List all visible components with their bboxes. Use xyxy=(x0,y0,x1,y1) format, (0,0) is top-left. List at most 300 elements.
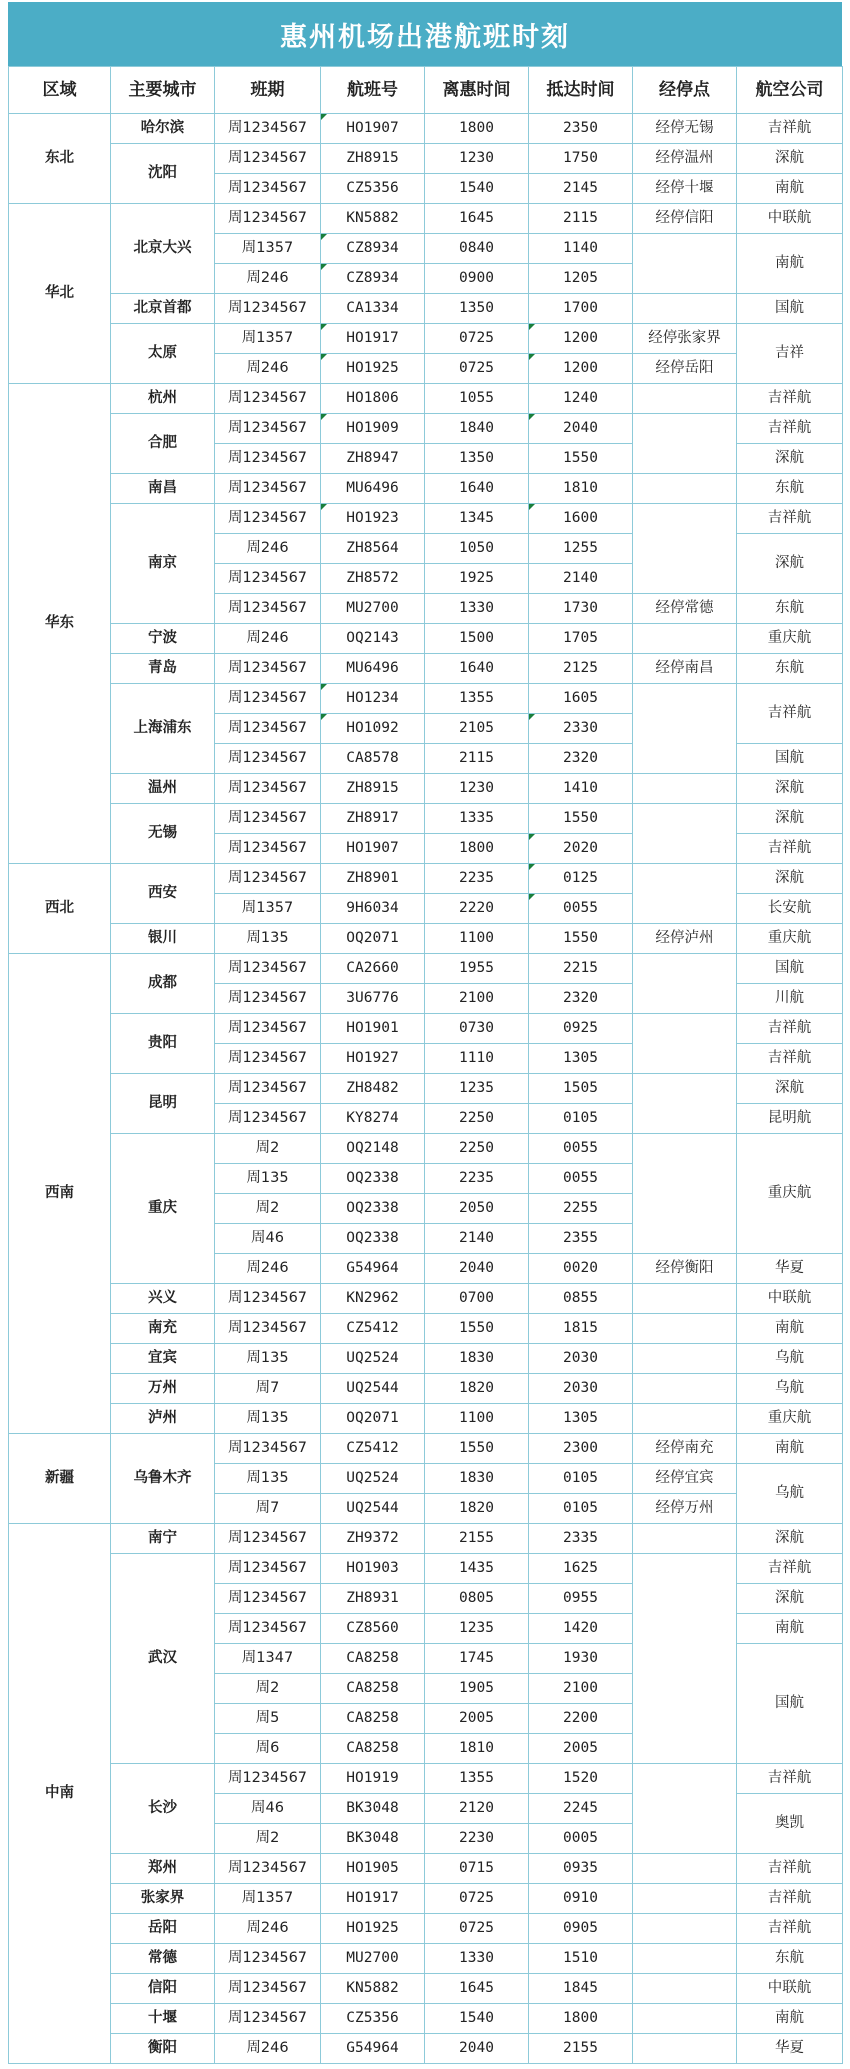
flight-number-cell: CZ8934 xyxy=(321,234,425,264)
city-cell: 西安 xyxy=(111,864,215,924)
flight-number-cell: CA2660 xyxy=(321,954,425,984)
arrival-time-cell: 1510 xyxy=(529,1944,633,1974)
city-cell: 北京首都 xyxy=(111,294,215,324)
arrival-time-cell: 1815 xyxy=(529,1314,633,1344)
days-cell: 周1234567 xyxy=(215,1554,321,1584)
table-row xyxy=(9,654,843,684)
city-cell: 北京大兴 xyxy=(111,204,215,294)
arrival-time-cell: 1810 xyxy=(529,474,633,504)
departure-time-cell: 1745 xyxy=(425,1644,529,1674)
stopover-cell: 经停宜宾 xyxy=(633,1464,737,1494)
airline-cell: 深航 xyxy=(737,804,843,834)
arrival-time-cell: 1625 xyxy=(529,1554,633,1584)
flight-number-cell: OQ2338 xyxy=(321,1194,425,1224)
airline-cell: 吉祥航 xyxy=(737,834,843,864)
departure-time-cell: 1800 xyxy=(425,114,529,144)
table-row xyxy=(9,1914,843,1944)
flight-number-cell: HO1092 xyxy=(321,714,425,744)
days-cell: 周1234567 xyxy=(215,834,321,864)
days-cell: 周246 xyxy=(215,2034,321,2064)
days-cell: 周1234567 xyxy=(215,1074,321,1104)
arrival-time-cell: 2030 xyxy=(529,1344,633,1374)
airline-cell: 乌航 xyxy=(737,1374,843,1404)
arrival-time-cell: 0005 xyxy=(529,1824,633,1854)
region-cell: 华东 xyxy=(9,384,111,864)
days-cell: 周1234567 xyxy=(215,114,321,144)
col-header-flight: 航班号 xyxy=(321,67,425,114)
departure-time-cell: 1335 xyxy=(425,804,529,834)
table-row xyxy=(9,924,843,954)
col-header-airline: 航空公司 xyxy=(737,67,843,114)
departure-time-cell: 1110 xyxy=(425,1044,529,1074)
departure-time-cell: 2230 xyxy=(425,1824,529,1854)
table-row xyxy=(9,1344,843,1374)
table-row xyxy=(9,324,843,354)
city-cell: 昆明 xyxy=(111,1074,215,1134)
departure-time-cell: 1350 xyxy=(425,444,529,474)
arrival-time-cell: 2300 xyxy=(529,1434,633,1464)
departure-time-cell: 0715 xyxy=(425,1854,529,1884)
city-cell: 银川 xyxy=(111,924,215,954)
airline-cell: 南航 xyxy=(737,1314,843,1344)
departure-time-cell: 1925 xyxy=(425,564,529,594)
flight-number-cell: MU2700 xyxy=(321,1944,425,1974)
days-cell: 周1234567 xyxy=(215,654,321,684)
city-cell: 郑州 xyxy=(111,1854,215,1884)
arrival-time-cell: 1505 xyxy=(529,1074,633,1104)
flight-table-body xyxy=(9,114,843,2064)
airline-cell: 国航 xyxy=(737,954,843,984)
days-cell: 周1234567 xyxy=(215,414,321,444)
city-cell: 太原 xyxy=(111,324,215,384)
arrival-time-cell: 2115 xyxy=(529,204,633,234)
airline-cell: 华夏 xyxy=(737,1254,843,1284)
arrival-time-cell: 1255 xyxy=(529,534,633,564)
table-row xyxy=(9,684,843,714)
table-row xyxy=(9,1134,843,1164)
days-cell: 周1234567 xyxy=(215,1014,321,1044)
departure-time-cell: 1645 xyxy=(425,204,529,234)
departure-time-cell: 0700 xyxy=(425,1284,529,1314)
days-cell: 周46 xyxy=(215,1224,321,1254)
days-cell: 周1234567 xyxy=(215,294,321,324)
stopover-cell xyxy=(633,1074,737,1134)
departure-time-cell: 2115 xyxy=(425,744,529,774)
city-cell: 南宁 xyxy=(111,1524,215,1554)
airline-cell: 吉祥航 xyxy=(737,1014,843,1044)
city-cell: 兴义 xyxy=(111,1284,215,1314)
days-cell: 周1234567 xyxy=(215,174,321,204)
airline-cell: 中联航 xyxy=(737,1284,843,1314)
departure-time-cell: 1235 xyxy=(425,1614,529,1644)
flight-number-cell: HO1917 xyxy=(321,1884,425,1914)
flight-number-cell: CZ5356 xyxy=(321,2004,425,2034)
departure-time-cell: 0805 xyxy=(425,1584,529,1614)
departure-time-cell: 1055 xyxy=(425,384,529,414)
flight-number-cell: 3U6776 xyxy=(321,984,425,1014)
airline-cell: 深航 xyxy=(737,444,843,474)
arrival-time-cell: 1730 xyxy=(529,594,633,624)
departure-time-cell: 1810 xyxy=(425,1734,529,1764)
flight-number-cell: CA8258 xyxy=(321,1704,425,1734)
table-row xyxy=(9,1284,843,1314)
city-cell: 成都 xyxy=(111,954,215,1014)
flight-number-cell: ZH8482 xyxy=(321,1074,425,1104)
arrival-time-cell: 0855 xyxy=(529,1284,633,1314)
stopover-cell: 经停温州 xyxy=(633,144,737,174)
arrival-time-cell: 2030 xyxy=(529,1374,633,1404)
header-row xyxy=(9,67,843,114)
stopover-cell xyxy=(633,1884,737,1914)
stopover-cell: 经停南充 xyxy=(633,1434,737,1464)
days-cell: 周1234567 xyxy=(215,1044,321,1074)
city-cell: 上海浦东 xyxy=(111,684,215,774)
region-cell: 中南 xyxy=(9,1524,111,2064)
departure-time-cell: 2040 xyxy=(425,1254,529,1284)
departure-time-cell: 1100 xyxy=(425,1404,529,1434)
days-cell: 周1234567 xyxy=(215,804,321,834)
arrival-time-cell: 0055 xyxy=(529,1164,633,1194)
stopover-cell xyxy=(633,1404,737,1434)
arrival-time-cell: 2020 xyxy=(529,834,633,864)
city-cell: 信阳 xyxy=(111,1974,215,2004)
flight-number-cell: OQ2338 xyxy=(321,1224,425,1254)
days-cell: 周1234567 xyxy=(215,1944,321,1974)
flight-number-cell: UQ2524 xyxy=(321,1464,425,1494)
days-cell: 周1234567 xyxy=(215,1974,321,2004)
flight-number-cell: HO1234 xyxy=(321,684,425,714)
flight-number-cell: UQ2524 xyxy=(321,1344,425,1374)
arrival-time-cell: 0925 xyxy=(529,1014,633,1044)
arrival-time-cell: 0935 xyxy=(529,1854,633,1884)
departure-time-cell: 0725 xyxy=(425,354,529,384)
table-row xyxy=(9,1554,843,1584)
arrival-time-cell: 1930 xyxy=(529,1644,633,1674)
days-cell: 周1234567 xyxy=(215,984,321,1014)
stopover-cell xyxy=(633,2034,737,2064)
city-cell: 重庆 xyxy=(111,1134,215,1284)
days-cell: 周246 xyxy=(215,1914,321,1944)
days-cell: 周1357 xyxy=(215,234,321,264)
days-cell: 周1357 xyxy=(215,894,321,924)
days-cell: 周1234567 xyxy=(215,564,321,594)
stopover-cell: 经停衡阳 xyxy=(633,1254,737,1284)
flight-number-cell: OQ2143 xyxy=(321,624,425,654)
stopover-cell: 经停万州 xyxy=(633,1494,737,1524)
stopover-cell xyxy=(633,414,737,474)
flight-number-cell: CA8258 xyxy=(321,1674,425,1704)
arrival-time-cell: 1600 xyxy=(529,504,633,534)
departure-time-cell: 1640 xyxy=(425,654,529,684)
stopover-cell xyxy=(633,864,737,924)
stopover-cell xyxy=(633,1284,737,1314)
stopover-cell: 经停信阳 xyxy=(633,204,737,234)
departure-time-cell: 1500 xyxy=(425,624,529,654)
airline-cell: 国航 xyxy=(737,744,843,774)
arrival-time-cell: 1305 xyxy=(529,1404,633,1434)
arrival-time-cell: 1550 xyxy=(529,444,633,474)
table-row xyxy=(9,1974,843,2004)
days-cell: 周1234567 xyxy=(215,444,321,474)
page-title: 惠州机场出港航班时刻 xyxy=(280,21,570,53)
days-cell: 周135 xyxy=(215,924,321,954)
arrival-time-cell: 2145 xyxy=(529,174,633,204)
days-cell: 周1234567 xyxy=(215,204,321,234)
arrival-time-cell: 1845 xyxy=(529,1974,633,2004)
title-bar xyxy=(8,2,842,66)
arrival-time-cell: 1200 xyxy=(529,354,633,384)
airline-cell: 深航 xyxy=(737,144,843,174)
arrival-time-cell: 2155 xyxy=(529,2034,633,2064)
arrival-time-cell: 1305 xyxy=(529,1044,633,1074)
days-cell: 周246 xyxy=(215,264,321,294)
departure-time-cell: 1355 xyxy=(425,1764,529,1794)
days-cell: 周135 xyxy=(215,1164,321,1194)
flight-number-cell: ZH8901 xyxy=(321,864,425,894)
city-cell: 十堰 xyxy=(111,2004,215,2034)
days-cell: 周1234567 xyxy=(215,2004,321,2034)
departure-time-cell: 0840 xyxy=(425,234,529,264)
airline-cell: 东航 xyxy=(737,474,843,504)
days-cell: 周246 xyxy=(215,624,321,654)
stopover-cell xyxy=(633,1374,737,1404)
airline-cell: 南航 xyxy=(737,2004,843,2034)
arrival-time-cell: 1240 xyxy=(529,384,633,414)
table-row xyxy=(9,2004,843,2034)
flight-number-cell: HO1907 xyxy=(321,834,425,864)
flight-number-cell: CA8258 xyxy=(321,1734,425,1764)
col-header-region: 区域 xyxy=(9,67,111,114)
arrival-time-cell: 2200 xyxy=(529,1704,633,1734)
departure-time-cell: 2105 xyxy=(425,714,529,744)
flight-number-cell: ZH8915 xyxy=(321,144,425,174)
stopover-cell xyxy=(633,504,737,594)
city-cell: 常德 xyxy=(111,1944,215,1974)
stopover-cell xyxy=(633,624,737,654)
stopover-cell xyxy=(633,1944,737,1974)
flight-number-cell: ZH9372 xyxy=(321,1524,425,1554)
departure-time-cell: 0725 xyxy=(425,324,529,354)
departure-time-cell: 1830 xyxy=(425,1464,529,1494)
flight-number-cell: HO1917 xyxy=(321,324,425,354)
arrival-time-cell: 1205 xyxy=(529,264,633,294)
arrival-time-cell: 2005 xyxy=(529,1734,633,1764)
flight-number-cell: HO1903 xyxy=(321,1554,425,1584)
arrival-time-cell: 0125 xyxy=(529,864,633,894)
table-row xyxy=(9,1764,843,1794)
flight-number-cell: OQ2071 xyxy=(321,1404,425,1434)
arrival-time-cell: 2125 xyxy=(529,654,633,684)
flight-number-cell: ZH8915 xyxy=(321,774,425,804)
table-row xyxy=(9,384,843,414)
table-row xyxy=(9,864,843,894)
city-cell: 武汉 xyxy=(111,1554,215,1764)
flight-number-cell: MU2700 xyxy=(321,594,425,624)
city-cell: 长沙 xyxy=(111,1764,215,1854)
days-cell: 周246 xyxy=(215,534,321,564)
departure-time-cell: 2235 xyxy=(425,864,529,894)
stopover-cell xyxy=(633,1554,737,1764)
flight-number-cell: HO1923 xyxy=(321,504,425,534)
stopover-cell xyxy=(633,1014,737,1074)
col-header-days: 班期 xyxy=(215,67,321,114)
days-cell: 周1234567 xyxy=(215,1434,321,1464)
departure-time-cell: 1820 xyxy=(425,1494,529,1524)
departure-time-cell: 1230 xyxy=(425,144,529,174)
arrival-time-cell: 2335 xyxy=(529,1524,633,1554)
flight-number-cell: HO1925 xyxy=(321,1914,425,1944)
days-cell: 周1234567 xyxy=(215,1614,321,1644)
region-cell: 新疆 xyxy=(9,1434,111,1524)
departure-time-cell: 2235 xyxy=(425,1164,529,1194)
days-cell: 周1234567 xyxy=(215,1284,321,1314)
departure-time-cell: 0725 xyxy=(425,1914,529,1944)
airline-cell: 吉祥 xyxy=(737,324,843,384)
airline-cell: 重庆航 xyxy=(737,1404,843,1434)
airline-cell: 吉祥航 xyxy=(737,1914,843,1944)
schedule-poster xyxy=(8,2,842,2064)
days-cell: 周7 xyxy=(215,1374,321,1404)
table-row xyxy=(9,1314,843,1344)
airline-cell: 吉祥航 xyxy=(737,684,843,744)
table-row xyxy=(9,1944,843,1974)
days-cell: 周46 xyxy=(215,1794,321,1824)
city-cell: 宁波 xyxy=(111,624,215,654)
departure-time-cell: 1830 xyxy=(425,1344,529,1374)
flight-number-cell: MU6496 xyxy=(321,654,425,684)
departure-time-cell: 1235 xyxy=(425,1074,529,1104)
airline-cell: 吉祥航 xyxy=(737,114,843,144)
arrival-time-cell: 1550 xyxy=(529,924,633,954)
arrival-time-cell: 2350 xyxy=(529,114,633,144)
airline-cell: 吉祥航 xyxy=(737,384,843,414)
airline-cell: 乌航 xyxy=(737,1344,843,1374)
departure-time-cell: 2050 xyxy=(425,1194,529,1224)
city-cell: 合肥 xyxy=(111,414,215,474)
departure-time-cell: 1905 xyxy=(425,1674,529,1704)
days-cell: 周1234567 xyxy=(215,594,321,624)
flight-number-cell: HO1927 xyxy=(321,1044,425,1074)
days-cell: 周1234567 xyxy=(215,144,321,174)
flight-number-cell: ZH8572 xyxy=(321,564,425,594)
flight-number-cell: OQ2148 xyxy=(321,1134,425,1164)
departure-time-cell: 2040 xyxy=(425,2034,529,2064)
table-row xyxy=(9,954,843,984)
stopover-cell xyxy=(633,474,737,504)
departure-time-cell: 0900 xyxy=(425,264,529,294)
days-cell: 周1234567 xyxy=(215,864,321,894)
departure-time-cell: 1330 xyxy=(425,594,529,624)
flight-number-cell: KN5882 xyxy=(321,1974,425,2004)
airline-cell: 吉祥航 xyxy=(737,504,843,534)
airline-cell: 长安航 xyxy=(737,894,843,924)
city-cell: 哈尔滨 xyxy=(111,114,215,144)
departure-time-cell: 1800 xyxy=(425,834,529,864)
flight-number-cell: KN2962 xyxy=(321,1284,425,1314)
days-cell: 周135 xyxy=(215,1344,321,1374)
departure-time-cell: 2220 xyxy=(425,894,529,924)
flight-number-cell: ZH8564 xyxy=(321,534,425,564)
stopover-cell xyxy=(633,1914,737,1944)
flight-number-cell: HO1907 xyxy=(321,114,425,144)
airline-cell: 国航 xyxy=(737,294,843,324)
table-row xyxy=(9,414,843,444)
stopover-cell xyxy=(633,1854,737,1884)
departure-time-cell: 1435 xyxy=(425,1554,529,1584)
departure-time-cell: 2005 xyxy=(425,1704,529,1734)
airline-cell: 深航 xyxy=(737,864,843,894)
city-cell: 杭州 xyxy=(111,384,215,414)
days-cell: 周1234567 xyxy=(215,474,321,504)
flight-number-cell: CZ8560 xyxy=(321,1614,425,1644)
flight-number-cell: G54964 xyxy=(321,2034,425,2064)
airline-cell: 深航 xyxy=(737,534,843,594)
airline-cell: 东航 xyxy=(737,594,843,624)
departure-time-cell: 2100 xyxy=(425,984,529,1014)
airline-cell: 吉祥航 xyxy=(737,1854,843,1884)
airline-cell: 吉祥航 xyxy=(737,1884,843,1914)
table-row xyxy=(9,1014,843,1044)
flight-number-cell: HO1905 xyxy=(321,1854,425,1884)
airline-cell: 中联航 xyxy=(737,204,843,234)
flight-number-cell: HO1901 xyxy=(321,1014,425,1044)
days-cell: 周1234567 xyxy=(215,744,321,774)
days-cell: 周5 xyxy=(215,1704,321,1734)
days-cell: 周1357 xyxy=(215,324,321,354)
departure-time-cell: 1645 xyxy=(425,1974,529,2004)
airline-cell: 川航 xyxy=(737,984,843,1014)
days-cell: 周2 xyxy=(215,1824,321,1854)
departure-time-cell: 0725 xyxy=(425,1884,529,1914)
table-row xyxy=(9,804,843,834)
stopover-cell xyxy=(633,1764,737,1854)
stopover-cell xyxy=(633,1314,737,1344)
airline-cell: 华夏 xyxy=(737,2034,843,2064)
flight-number-cell: ZH8931 xyxy=(321,1584,425,1614)
arrival-time-cell: 0105 xyxy=(529,1494,633,1524)
airline-cell: 东航 xyxy=(737,654,843,684)
arrival-time-cell: 2330 xyxy=(529,714,633,744)
departure-time-cell: 1840 xyxy=(425,414,529,444)
city-cell: 贵阳 xyxy=(111,1014,215,1074)
stopover-cell xyxy=(633,774,737,804)
flight-number-cell: CA8578 xyxy=(321,744,425,774)
stopover-cell xyxy=(633,294,737,324)
arrival-time-cell: 0055 xyxy=(529,1134,633,1164)
arrival-time-cell: 2215 xyxy=(529,954,633,984)
stopover-cell: 经停十堰 xyxy=(633,174,737,204)
stopover-cell xyxy=(633,1524,737,1554)
table-row xyxy=(9,1854,843,1884)
stopover-cell: 经停张家界 xyxy=(633,324,737,354)
departure-time-cell: 1540 xyxy=(425,2004,529,2034)
flight-number-cell: BK3048 xyxy=(321,1794,425,1824)
departure-time-cell: 2140 xyxy=(425,1224,529,1254)
flight-number-cell: HO1919 xyxy=(321,1764,425,1794)
days-cell: 周1234567 xyxy=(215,1524,321,1554)
arrival-time-cell: 1800 xyxy=(529,2004,633,2034)
stopover-cell xyxy=(633,384,737,414)
days-cell: 周135 xyxy=(215,1404,321,1434)
city-cell: 宜宾 xyxy=(111,1344,215,1374)
table-row xyxy=(9,1404,843,1434)
city-cell: 南昌 xyxy=(111,474,215,504)
city-cell: 南京 xyxy=(111,504,215,624)
flight-number-cell: UQ2544 xyxy=(321,1374,425,1404)
departure-time-cell: 1355 xyxy=(425,684,529,714)
airline-cell: 重庆航 xyxy=(737,624,843,654)
flight-number-cell: CA1334 xyxy=(321,294,425,324)
